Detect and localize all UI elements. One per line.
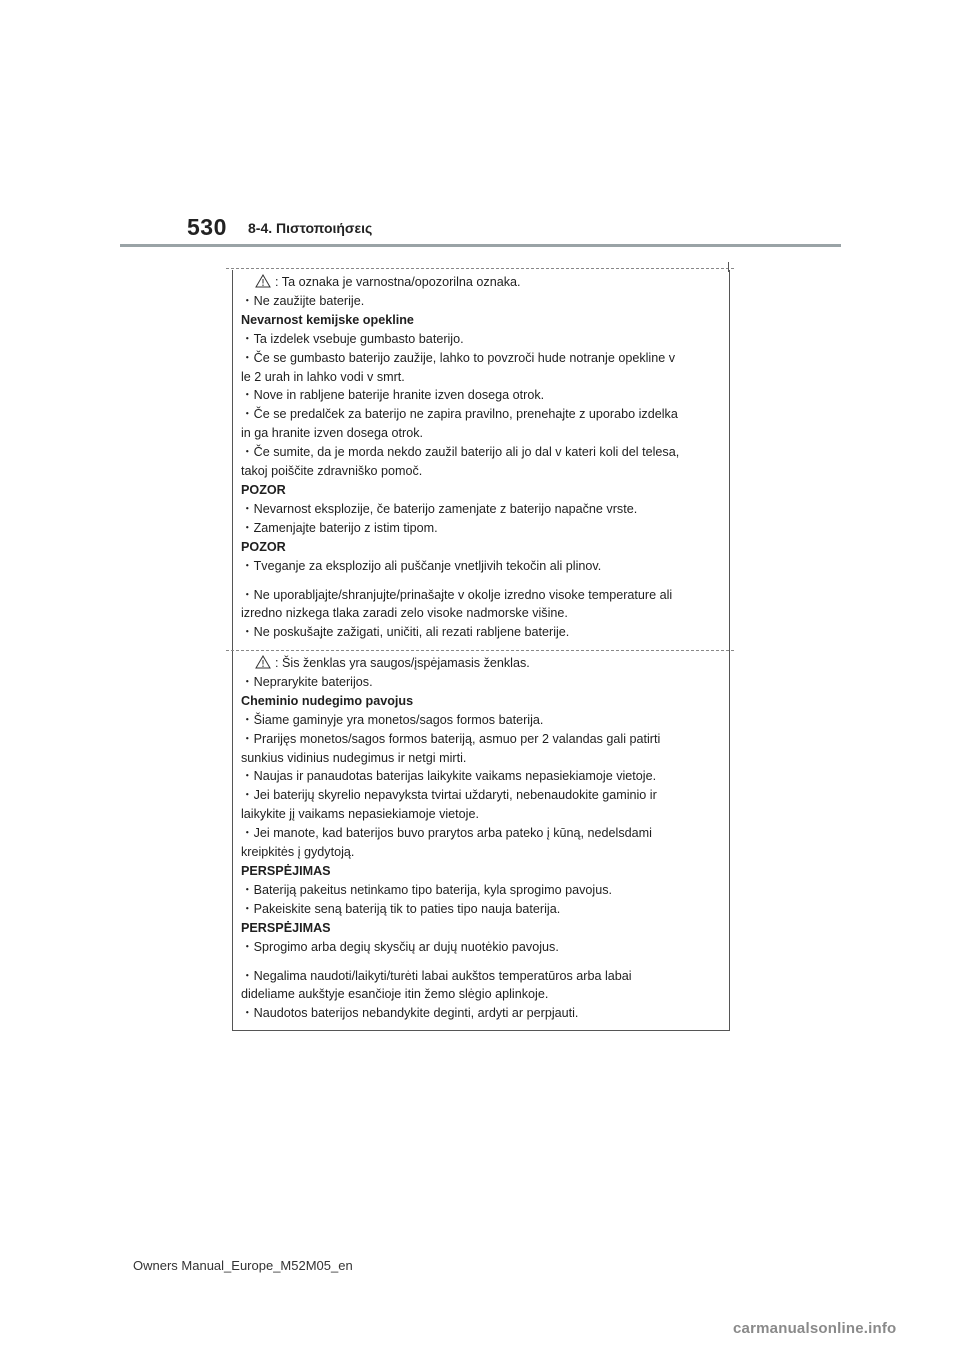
slovenian-heading: POZOR bbox=[241, 482, 286, 497]
slovenian-text-line: ・Ne uporabljajte/shranjujte/prinašajte v okolje izredno visoke temperature ali bbox=[241, 587, 673, 602]
section-title: 8-4. Πιστοποιήσεις bbox=[248, 220, 373, 236]
slovenian-text-line: in ga hranite izven dosega otrok. bbox=[241, 426, 424, 441]
lithuanian-heading: PERSPĖJIMAS bbox=[241, 863, 331, 878]
lithuanian-heading: Cheminio nudegimo pavojus bbox=[241, 693, 414, 708]
section-separator bbox=[226, 650, 734, 651]
slovenian-text-line: izredno nizkega tlaka zaradi zelo visoke nadmorske višine. bbox=[241, 606, 568, 621]
slovenian-notice bbox=[241, 273, 716, 642]
lithuanian-notice bbox=[241, 654, 716, 1023]
slovenian-text-line: ・Nove in rabljene baterije hranite izven dosega otrok. bbox=[241, 388, 545, 403]
warning-triangle-icon bbox=[255, 274, 271, 288]
lithuanian-text-line: ・Jei manote, kad baterijos buvo prarytos arba pateko į kūną, nedelsdami bbox=[241, 826, 652, 841]
slovenian-heading: Nevarnost kemijske opekline bbox=[241, 312, 414, 327]
slovenian-text-line: ・Če se predalček za baterijo ne zapira pravilno, prenehajte z uporabo izdelka bbox=[241, 407, 678, 422]
lithuanian-text-line: ・Šiame gaminyje yra monetos/sagos formos baterija. bbox=[241, 712, 544, 727]
lithuanian-text-line: laikykite jį vaikams nepasiekiamoje vietoje. bbox=[241, 807, 479, 822]
lithuanian-text-line: ・Prarijęs monetos/sagos formos bateriją, asmuo per 2 valandas gali patirti bbox=[241, 731, 661, 746]
slovenian-warning-line bbox=[241, 273, 716, 292]
slovenian-text-line: ・Ta izdelek vsebuje gumbasto baterijo. bbox=[241, 331, 464, 346]
slovenian-warning-text: : Ta oznaka je varnostna/opozorilna oznaka. bbox=[275, 275, 521, 289]
page-number: 530 bbox=[187, 214, 227, 240]
lithuanian-heading: PERSPĖJIMAS bbox=[241, 920, 331, 935]
slovenian-text-line: ・Nevarnost eksplozije, če baterijo zamenjate z baterijo napačne vrste. bbox=[241, 501, 638, 516]
lithuanian-text-line: kreipkitės į gydytoją. bbox=[241, 845, 355, 860]
slovenian-text-line: ・Ne poskušajte zažigati, uničiti, ali rezati rabljene baterije. bbox=[241, 625, 570, 640]
slovenian-text-line: ・Ne zaužijte baterije. bbox=[241, 293, 365, 308]
slovenian-heading: POZOR bbox=[241, 539, 286, 554]
lithuanian-text-line: ・Naujas ir panaudotas baterijas laikykite vaikams nepasiekiamoje vietoje. bbox=[241, 769, 657, 784]
manual-id: Owners Manual_Europe_M52M05_en bbox=[133, 1258, 353, 1273]
lithuanian-text-line: ・Neprarykite baterijos. bbox=[241, 674, 373, 689]
slovenian-text-line: ・Če se gumbasto baterijo zaužije, lahko to povzroči hude notranje opekline v bbox=[241, 350, 676, 365]
lithuanian-text-line: ・Sprogimo arba degių skysčių ar dujų nuotėkio pavojus. bbox=[241, 939, 559, 954]
slovenian-text-line: ・Tveganje za eksplozijo ali puščanje vnetljivih tekočin ali plinov. bbox=[241, 558, 602, 573]
header-divider bbox=[120, 244, 841, 247]
slovenian-text-line: takoj poiščite zdravniško pomoč. bbox=[241, 464, 423, 479]
slovenian-lines bbox=[241, 292, 716, 642]
lithuanian-text-line: ・Bateriją pakeitus netinkamo tipo baterija, kyla sprogimo pavojus. bbox=[241, 882, 613, 897]
lithuanian-text-line: ・Negalima naudoti/laikyti/turėti labai aukštos temperatūros arba labai bbox=[241, 968, 632, 983]
lithuanian-spacer bbox=[241, 957, 716, 967]
watermark: carmanualsonline.info bbox=[733, 1320, 897, 1337]
scan-top-border bbox=[226, 268, 734, 269]
lithuanian-warning-line bbox=[241, 654, 716, 673]
slovenian-text-line: le 2 urah in lahko vodi v smrt. bbox=[241, 369, 405, 384]
lithuanian-lines bbox=[241, 673, 716, 1023]
lithuanian-text-line: ・Pakeiskite seną bateriją tik to paties tipo nauja baterija. bbox=[241, 901, 561, 916]
lithuanian-text-line: dideliame aukštyje esančioje itin žemo slėgio aplinkoje. bbox=[241, 987, 549, 1002]
lithuanian-text-line: ・Jei baterijų skyrelio nepavyksta tvirtai uždaryti, nebenaudokite gaminio ir bbox=[241, 788, 657, 803]
lithuanian-text-line: sunkius vidinius nudegimus ir netgi mirti. bbox=[241, 750, 467, 765]
slovenian-text-line: ・Če sumite, da je morda nekdo zaužil baterijo ali jo dal v kateri koli del telesa, bbox=[241, 445, 680, 460]
lithuanian-warning-text: : Šis ženklas yra saugos/įspėjamasis ženklas. bbox=[275, 656, 530, 670]
slovenian-text-line: ・Zamenjajte baterijo z istim tipom. bbox=[241, 520, 438, 535]
warning-triangle-icon bbox=[255, 655, 271, 669]
lithuanian-text-line: ・Naudotos baterijos nebandykite deginti, ardyti ar perpjauti. bbox=[241, 1006, 579, 1021]
slovenian-spacer bbox=[241, 576, 716, 586]
